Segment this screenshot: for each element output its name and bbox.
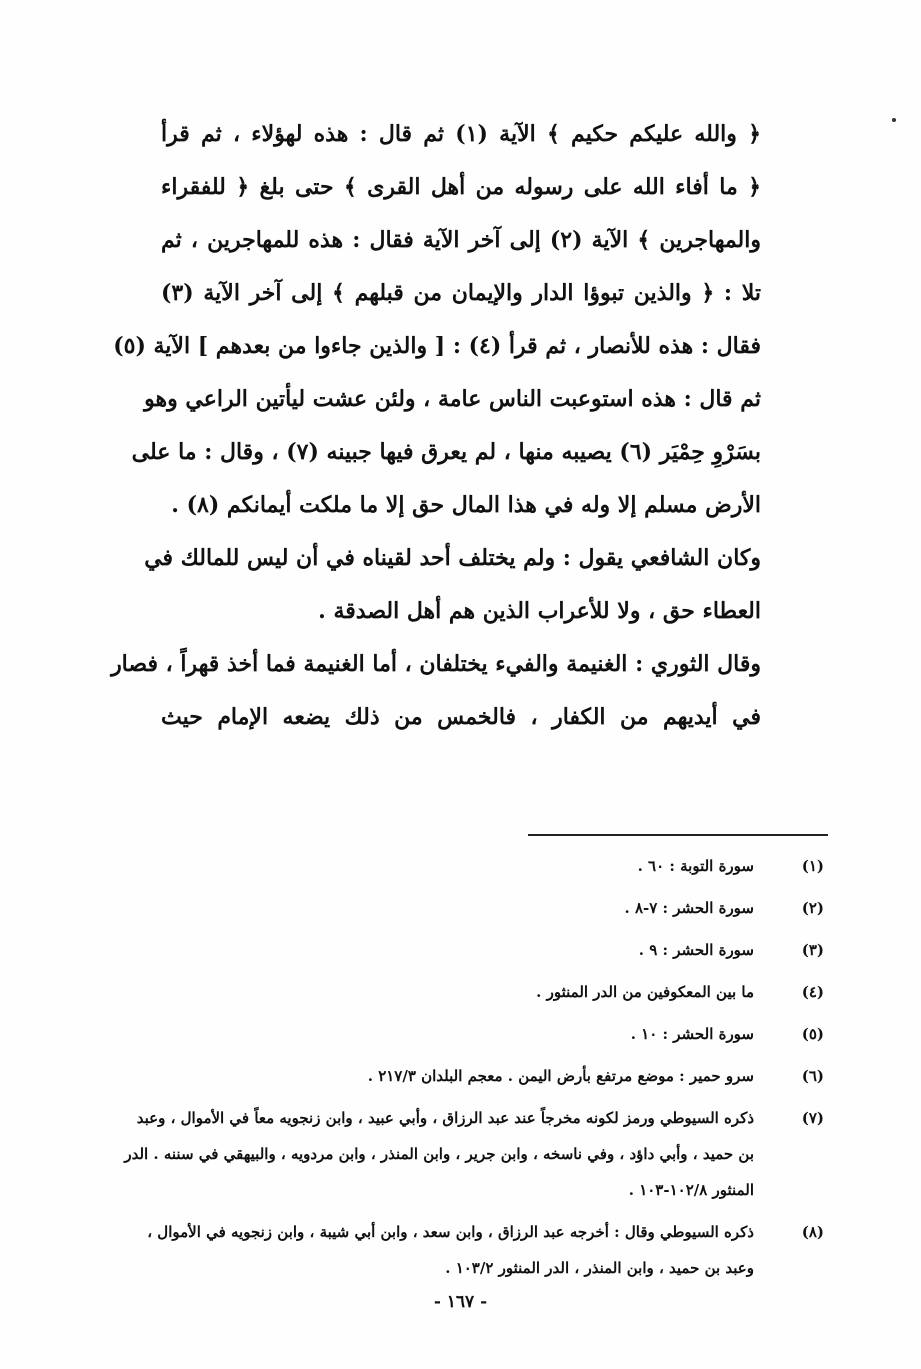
- text-line: فقال : هذه للأنصار ، ثم قرأ (٤) : [ والذين جاءوا من بعدهم ] الآية (٥): [113, 333, 761, 359]
- text-line: تلا : ﴿ والذين تبوؤا الدار والإيمان من قبلهم ﴾ إلى آخر الآية (٣): [161, 280, 761, 306]
- text-line: ﴿ والله عليكم حكيم ﴾ الآية (١) ثم قال : هذه لهؤلاء ، ثم قرأ: [161, 121, 761, 147]
- text-line: العطاء حق ، ولا للأعراب الذين هم أهل الصدقة .: [318, 598, 761, 624]
- main-text: [111, 108, 761, 744]
- text-line: بسَرْوِ حِمْيَر (٦) يصيبه منها ، لم يعرق فيها جبينه (٧) ، وقال : ما على: [131, 439, 761, 465]
- footnote: [124, 932, 824, 968]
- footnote-text: ذكره السيوطي وقال : أخرجه عبد الرزاق ، وابن سعد ، وابن أبي شيبة ، وابن زنجويه في الأموال ، وعبد بن حميد ، وابن المنذر ، الدر المنثور ١٠٣/٢ .: [147, 1223, 754, 1277]
- text-line: وقال الثوري : الغنيمة والفيء يختلفان ، أما الغنيمة فما أخذ قهراً ، فصار: [111, 651, 761, 677]
- footnote-number: (١): [801, 857, 824, 875]
- footnote-text: سورة الحشر : ٧-٨ .: [624, 899, 754, 917]
- footnote-number: (٤): [801, 983, 824, 1001]
- footnote: [124, 974, 824, 1010]
- footnote-text: سورة الحشر : ١٠ .: [630, 1025, 754, 1043]
- footnote-number: (٥): [801, 1025, 824, 1043]
- footnote-text: سورة التوبة : ٦٠ .: [637, 857, 754, 875]
- footnote-number: (٣): [801, 941, 824, 959]
- margin-dot: [892, 118, 896, 122]
- text-line: الأرض مسلم إلا وله في هذا المال حق إلا ما ملكت أيمانكم (٨) .: [171, 492, 761, 518]
- footnote: [124, 1100, 824, 1208]
- footnote-text: ذكره السيوطي ورمز لكونه مخرجاً عند عبد الرزاق ، وأبي عبيد ، وابن زنجويه معاً في الأموال ، وعبد بن حميد ، وأبي داؤد ، وفي ناسخه ، وابن جرير ، وابن المنذر ، وابن مردويه ، والبيهقي في سننه . الدر المنثور ١٠٢/٨-١٠٣ .: [124, 1109, 754, 1199]
- footnote-number: (٨): [801, 1223, 824, 1241]
- text-line: ﴿ ما أفاء الله على رسوله من أهل القرى ﴾ حتى بلغ ﴿ للفقراء: [161, 174, 761, 200]
- footnotes: [124, 848, 824, 1292]
- footnote-separator: [528, 834, 828, 836]
- footnote-number: (٦): [801, 1067, 824, 1085]
- footnote: [124, 1016, 824, 1052]
- text-line: في أيديهم من الكفار ، فالخمس من ذلك يضعه الإمام حيث: [161, 704, 761, 730]
- footnote-number: (٢): [801, 899, 824, 917]
- page-number: - ١٦٧ -: [433, 1292, 488, 1312]
- text-line: والمهاجرين ﴾ الآية (٢) إلى آخر الآية فقال : هذه للمهاجرين ، ثم: [161, 227, 761, 253]
- text-line: ثم قال : هذه استوعبت الناس عامة ، ولئن عشت ليأتين الراعي وهو: [144, 386, 761, 412]
- footnote: [124, 890, 824, 926]
- text-line: وكان الشافعي يقول : ولم يختلف أحد لقيناه في أن ليس للمالك في: [144, 545, 761, 571]
- footnote: [124, 1058, 824, 1094]
- footnote-text: سورة الحشر : ٩ .: [638, 941, 754, 959]
- footnote: [124, 1214, 824, 1286]
- footnote-number: (٧): [801, 1109, 824, 1127]
- footnote: [124, 848, 824, 884]
- footnote-text: سرو حمير : موضع مرتفع بأرض اليمن . معجم البلدان ٢١٧/٣ .: [367, 1067, 754, 1085]
- footnote-text: ما بين المعكوفين من الدر المنثور .: [536, 983, 754, 1001]
